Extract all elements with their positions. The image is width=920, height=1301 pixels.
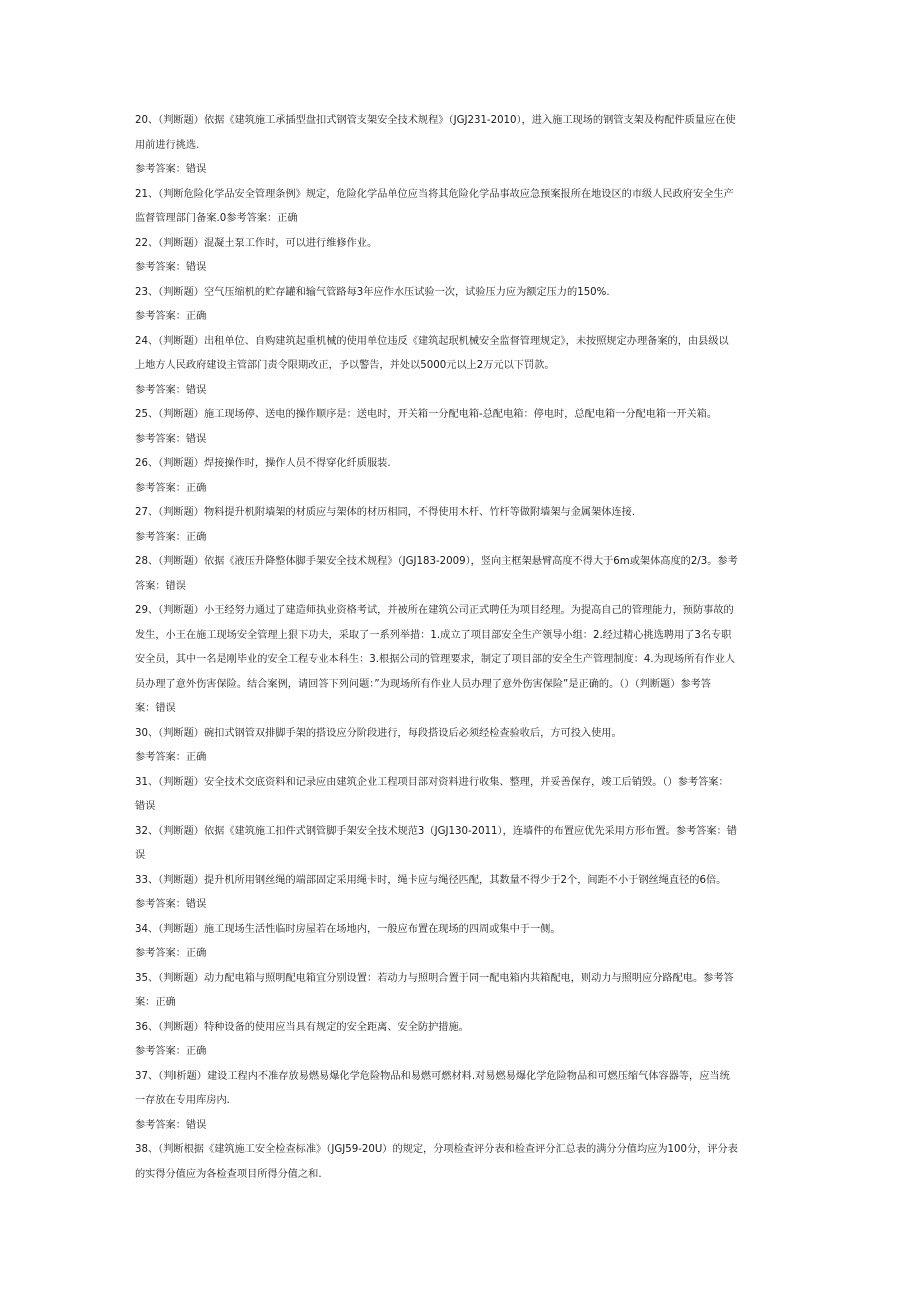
answer-line: 参考答案：正确 bbox=[135, 311, 207, 322]
answer-line: 参考答案：错误 bbox=[135, 164, 207, 175]
text-line: 33、（判断题）提升机所用钢丝绳的端部固定采用绳卡时，绳卡应与绳径匹配，其数量不得少于2个，间距不小于钢丝绳直径的6倍。 bbox=[135, 874, 727, 886]
text-line: 22、（判断题）混凝土泵工作时，可以进行维修作业。 bbox=[135, 237, 378, 249]
text-line: 30、（判断题）碗扣式钢管双排脚手架的搭设应分阶段进行，每段搭设后必须经检查验收后，方可投入使用。 bbox=[135, 727, 622, 739]
text-line: 发生，小王在施工现场安全管理上狠下功夫，采取了一系列举措：1.成立了项目部安全生产领导小组：2.经过精心挑选聘用了3名专职 bbox=[135, 629, 732, 641]
answer-line: 参考答案：错误 bbox=[135, 262, 207, 273]
text-line: 案：错误 bbox=[135, 703, 176, 714]
text-line: 26、（判断题）焊接操作时，操作人员不得穿化纤质服装. bbox=[135, 458, 391, 469]
text-line: 23、（判断题）空气压缩机的贮存罐和输气管路每3年应作水压试验一次，试验压力应为额定压力的150%. bbox=[135, 286, 610, 298]
text-line: 25、（判断题）施工现场停、送电的操作顺序是：送电时，开关箱一分配电箱-总配电箱：停电时，总配电箱一分配电箱一开关箱。 bbox=[135, 409, 718, 420]
text-line: 35、（判断题）动力配电箱与照明配电箱宜分别设置：若动力与照明合置于同一配电箱内共箱配电，则动力与照明应分路配电。参考答 bbox=[135, 972, 734, 984]
text-line: 34、（判断题）施工现场生活性临时房屋若在场地内，一般应布置在现场的四周或集中于一侧。 bbox=[135, 923, 561, 935]
text-line: 一存放在专用库房内. bbox=[135, 1095, 230, 1106]
answer-line: 参考答案：错误 bbox=[135, 1119, 207, 1131]
text-line: 20、（判断题）依据《建筑施工承插型盘扣式钢管支架安全技术规程》（JGJ231-2010），进入施工现场的钢管支架及构配件质量应在使 bbox=[135, 115, 736, 126]
answer-line: 参考答案：正确 bbox=[135, 531, 207, 543]
text-line: 错误 bbox=[135, 801, 156, 812]
text-line: 答案：错误 bbox=[135, 580, 186, 592]
answer-line: 参考答案：正确 bbox=[135, 1046, 207, 1057]
text-line: 安全员，其中一名是刚毕业的安全工程专业本科生：3.根据公司的管理要求，制定了项目部的安全生产管理制度：4.为现场所有作业人 bbox=[135, 654, 736, 665]
answer-line: 参考答案：正确 bbox=[135, 948, 207, 959]
answer-line: 参考答案：正确 bbox=[135, 482, 207, 494]
answer-line: 参考答案：正确 bbox=[135, 752, 207, 763]
answer-line: 参考答案：错误 bbox=[135, 899, 207, 910]
text-line: 24、（判断题）出租单位、自购建筑起重机械的使用单位违反《建筑起珉机械安全监督管理规定》，未按照规定办理备案的，由县级以 bbox=[135, 335, 729, 347]
text-line: 监督管理部门备案.0参考答案：正确 bbox=[135, 213, 298, 224]
text-line: 上地方人民政府建设主管部门责令限期改正，予以警告，并处以5000元以上2万元以下罚款。 bbox=[135, 360, 555, 371]
text-line: 37、（判Ⅰ析题）建设工程内不准存放易燃易爆化学危险物品和易燃可燃材料.对易燃易爆化学危险物品和可燃压缩气体容器等，应当统 bbox=[135, 1070, 730, 1082]
text-line: 案：正确 bbox=[135, 997, 176, 1008]
answer-line: 参考答案：错误 bbox=[135, 433, 207, 445]
text-line: 用前进行挑选. bbox=[135, 139, 200, 151]
text-line: 员办理了意外伤害保险。结合案例，请回答下列问题：”为现场所有作业人员办理了意外伤害保险”是正确的。（）（判断题）参考答 bbox=[135, 678, 711, 690]
text-line: 28、（判断题）依据《液压升降整体脚手架安全技术规程》（JGJ183-2009），竖向主框架悬臂高度不得大于6m或架体高度的2/3。参考 bbox=[135, 556, 738, 567]
document-body bbox=[135, 109, 780, 1187]
text-line: 误 bbox=[135, 850, 146, 861]
text-line: 38、（判断根据《建筑施工安全检查标准》（JGJ59-20U）的规定，分项检查评分表和检查评分汇总表的满分分值均应为100分，评分表 bbox=[135, 1144, 738, 1155]
text-line: 21、（判断危险化学品安全管理条例》规定，危险化学品单位应当将其危险化学品事故应急预案报所在地设区的市级人民政府安全生产 bbox=[135, 188, 734, 200]
text-line: 的实得分值应为各检查项目所得分值之和. bbox=[135, 1168, 322, 1180]
text-line: 32、（判断题）依据《建筑施工扣件式钢管脚手架安全技术规范3（JGJ130-2011），连墙件的布置应优先采用方形布置。参考答案：错 bbox=[135, 825, 737, 837]
text-line: 29、（判断题）小王经努力通过了建造师执业资格考试，并被所在建筑公司正式聘任为项目经理。为提高自己的管理能力，预防事故的 bbox=[135, 605, 734, 616]
text-line: 31、（判断题）安全技术交底资料和记录应由建筑企业工程项目部对资料进行收集、整理，并妥善保存，竣工后销毁。（）参考答案： bbox=[135, 776, 729, 788]
text-line: 36、（判断题）特种设备的使用应当具有规定的安全距离、安全防护措施。 bbox=[135, 1021, 469, 1033]
answer-line: 参考答案：错误 bbox=[135, 384, 207, 396]
text-line: 27、（判断题）物料提升机附墙架的材质应与架体的材历相同，不得使用木杆、竹杆等做附墙架与金属架体连接. bbox=[135, 507, 636, 518]
